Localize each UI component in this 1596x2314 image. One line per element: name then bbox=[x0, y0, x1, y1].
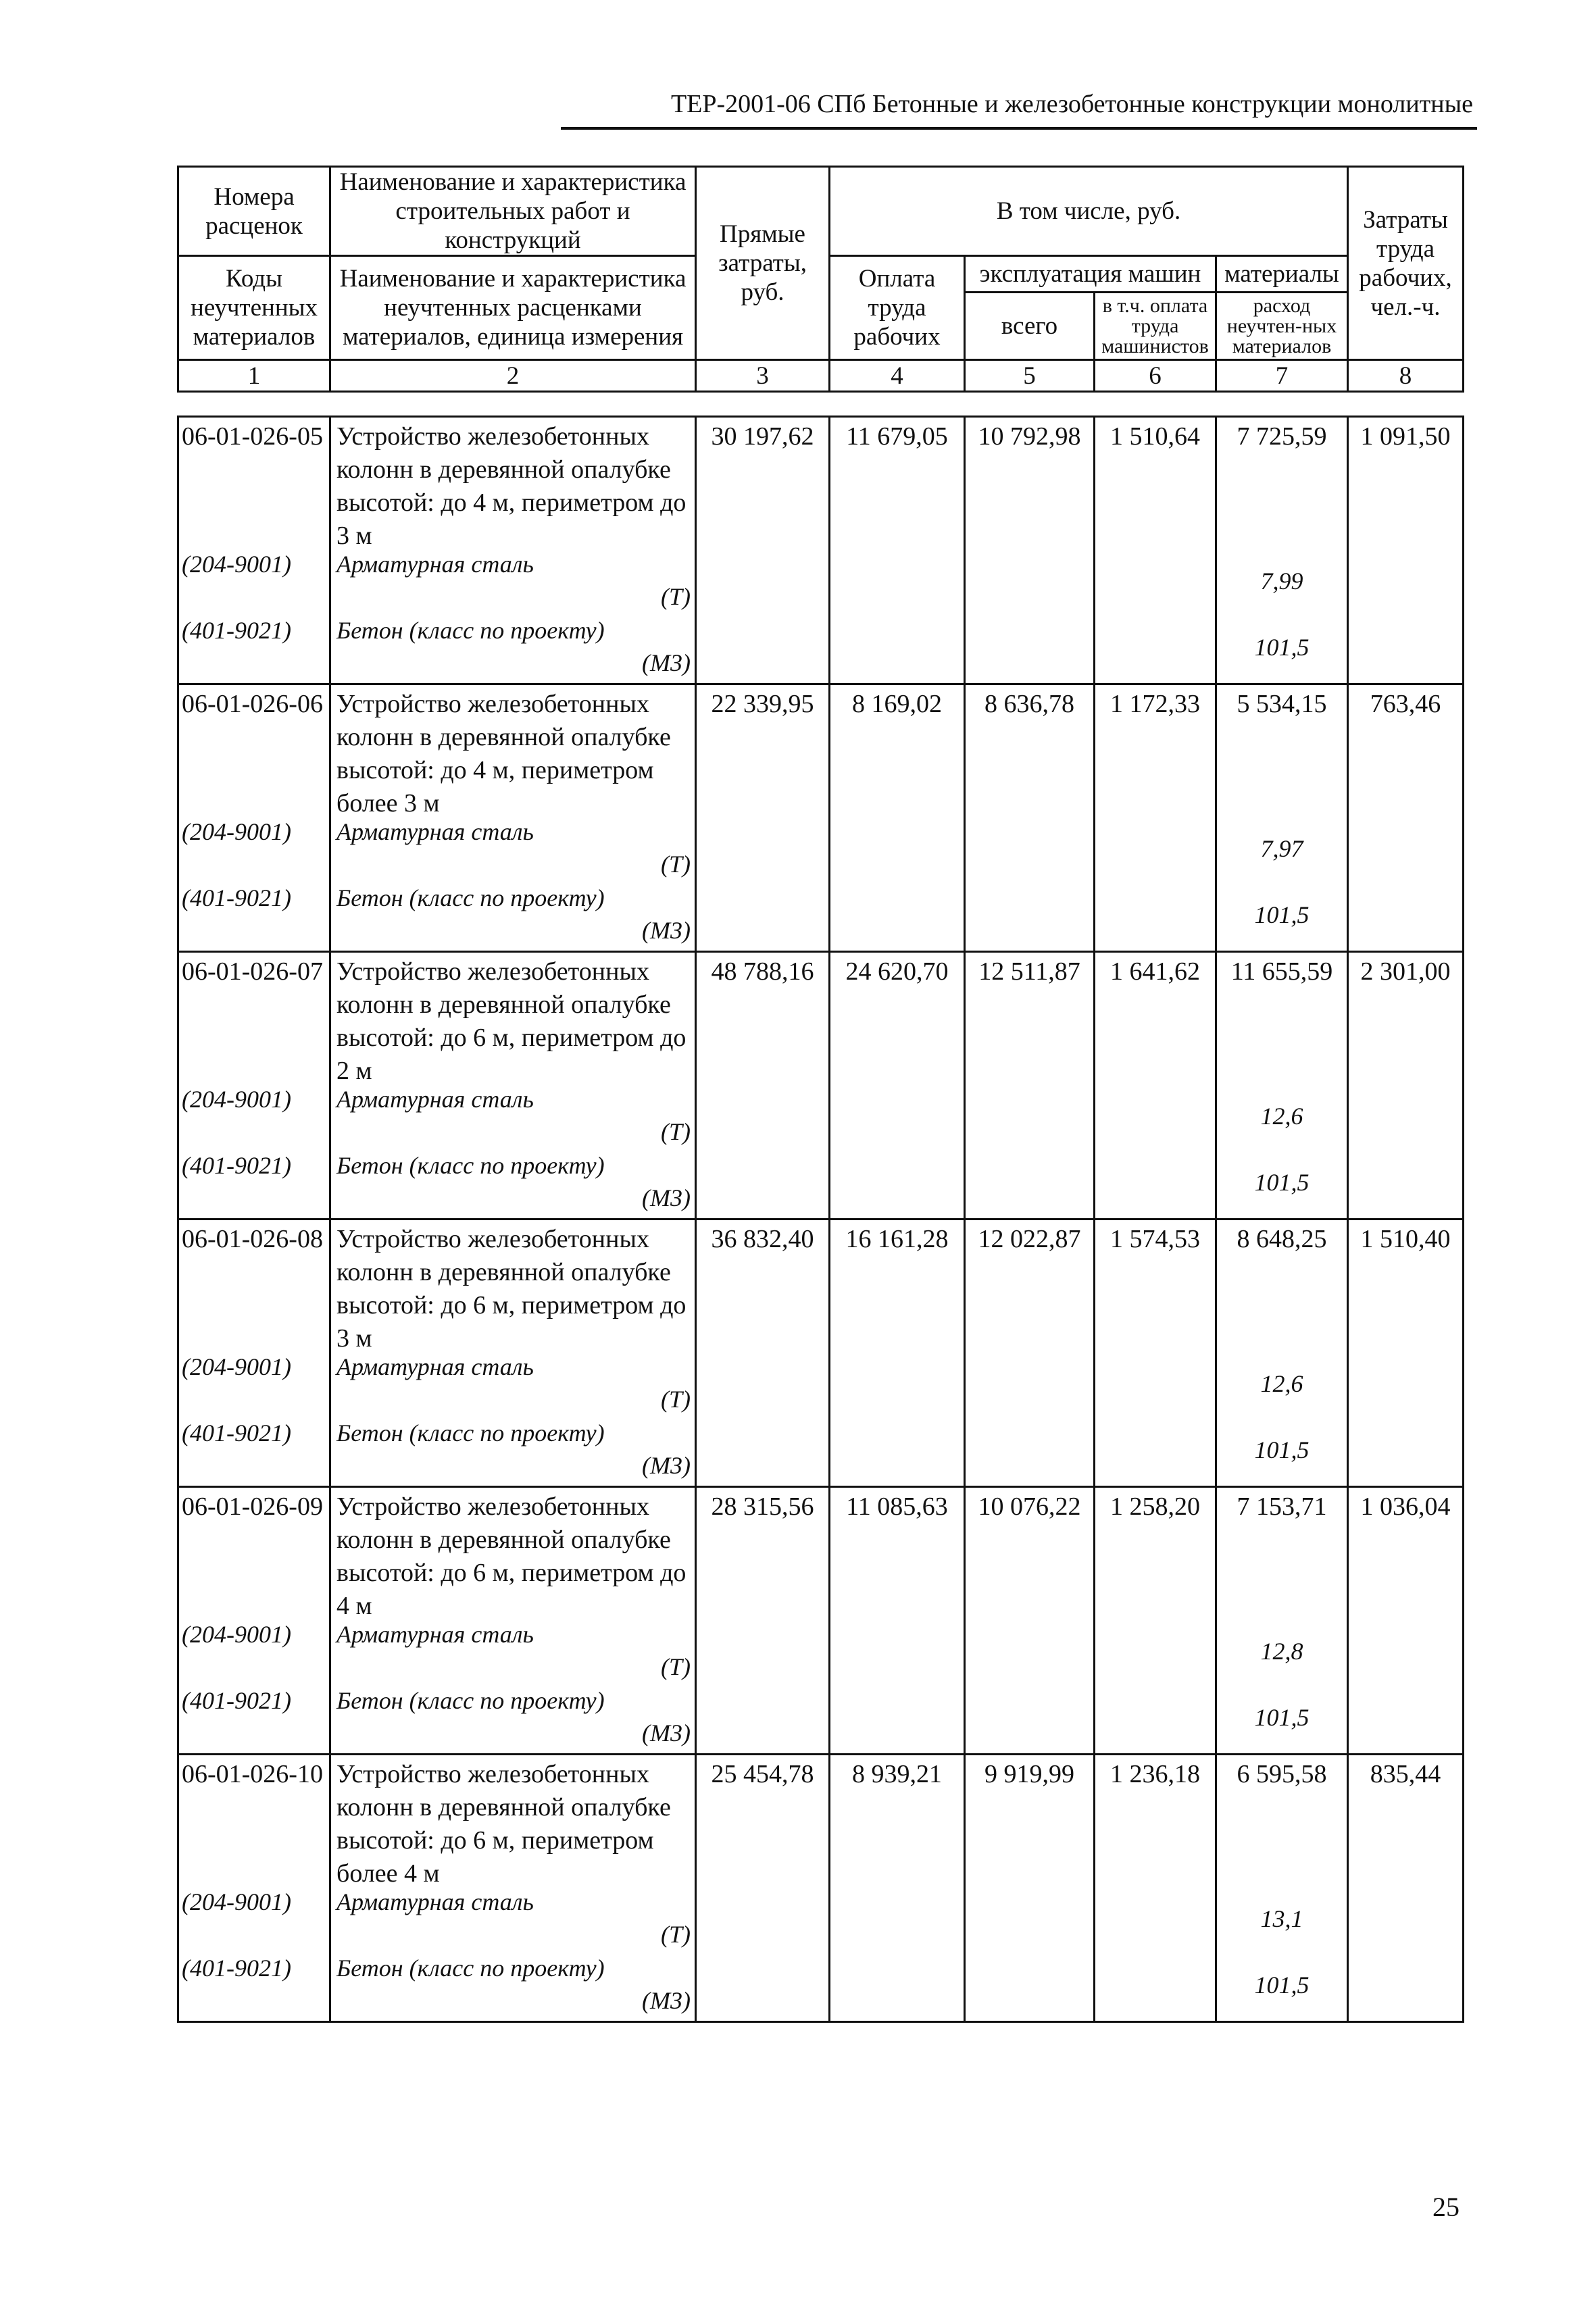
material-code: (204-9001) bbox=[182, 551, 291, 578]
direct-costs-value: 22 339,95 bbox=[696, 684, 830, 952]
rate-code: 06-01-026-08 bbox=[182, 1225, 323, 1253]
table-row bbox=[178, 1755, 1464, 2022]
material-name: Бетон (класс по проекту) bbox=[336, 1152, 605, 1179]
table-row bbox=[178, 417, 1464, 684]
work-description: Устройство железобетонных колонн в деревянной опалубке высотой: до 6 м, периметром до 3 м bbox=[336, 1225, 687, 1353]
header-work-name: Наименование и характеристика строительных работ и конструкций bbox=[330, 167, 696, 256]
table-row bbox=[178, 684, 1464, 952]
rate-code: 06-01-026-05 bbox=[182, 422, 323, 451]
labor-pay-value: 11 679,05 bbox=[830, 417, 965, 684]
machinist-pay-value: 1 510,64 bbox=[1095, 417, 1216, 684]
machines-total-value: 12 022,87 bbox=[965, 1219, 1095, 1487]
header-unaccounted-materials: расход неучтен-ных материалов bbox=[1216, 293, 1348, 360]
machines-total-value: 10 076,22 bbox=[965, 1487, 1095, 1755]
material-code: (401-9021) bbox=[182, 884, 291, 911]
column-number-1: 1 bbox=[178, 360, 330, 392]
labor-pay-value: 11 085,63 bbox=[830, 1487, 965, 1755]
work-description: Устройство железобетонных колонн в деревянной опалубке высотой: до 6 м, периметром более 4 м bbox=[336, 1760, 671, 1888]
material-name: Бетон (класс по проекту) bbox=[336, 1687, 605, 1714]
header-labor-hours: Затраты труда рабочих, чел.-ч. bbox=[1348, 167, 1464, 360]
header-machinist-pay: в т.ч. оплата труда машинистов bbox=[1095, 293, 1216, 360]
labor-pay-value: 16 161,28 bbox=[830, 1219, 965, 1487]
material-name: Бетон (класс по проекту) bbox=[336, 1419, 605, 1447]
labor-pay-value: 8 169,02 bbox=[830, 684, 965, 952]
work-description: Устройство железобетонных колонн в деревянной опалубке высотой: до 6 м, периметром до 4 м bbox=[336, 1492, 687, 1620]
labor-pay-value: 24 620,70 bbox=[830, 952, 965, 1219]
material-code: (401-9021) bbox=[182, 1419, 291, 1447]
labor-hours-value: 1 091,50 bbox=[1348, 417, 1464, 684]
materials-value: 5 534,15 bbox=[1237, 690, 1327, 718]
material-quantity: 101,5 bbox=[1254, 901, 1310, 928]
labor-hours-value: 835,44 bbox=[1348, 1755, 1464, 2022]
header-including-group: В том числе, руб. bbox=[830, 167, 1348, 256]
material-unit: (М3) bbox=[642, 1184, 691, 1211]
direct-costs-value: 25 454,78 bbox=[696, 1755, 830, 2022]
machines-total-value: 9 919,99 bbox=[965, 1755, 1095, 2022]
labor-hours-value: 763,46 bbox=[1348, 684, 1464, 952]
material-name: Арматурная сталь bbox=[336, 551, 534, 578]
header-material-codes: Коды неучтенных материалов bbox=[178, 256, 330, 360]
material-name: Арматурная сталь bbox=[336, 1621, 534, 1648]
machinist-pay-value: 1 172,33 bbox=[1095, 684, 1216, 952]
table-row bbox=[178, 1219, 1464, 1487]
materials-value: 7 153,71 bbox=[1237, 1492, 1327, 1521]
material-code: (401-9021) bbox=[182, 1687, 291, 1714]
material-code: (204-9001) bbox=[182, 1888, 291, 1915]
material-quantity: 12,6 bbox=[1260, 1103, 1303, 1130]
material-name: Арматурная сталь bbox=[336, 1353, 534, 1380]
rate-code: 06-01-026-09 bbox=[182, 1492, 323, 1521]
materials-value: 8 648,25 bbox=[1237, 1225, 1327, 1253]
machines-total-value: 10 792,98 bbox=[965, 417, 1095, 684]
material-quantity: 101,5 bbox=[1254, 1704, 1310, 1731]
material-name: Арматурная сталь bbox=[336, 1888, 534, 1915]
machines-total-value: 12 511,87 bbox=[965, 952, 1095, 1219]
material-quantity: 101,5 bbox=[1254, 1971, 1310, 1998]
header-rate-numbers: Номера расценок bbox=[178, 167, 330, 256]
material-unit: (М3) bbox=[642, 1452, 691, 1479]
material-quantity: 101,5 bbox=[1254, 1436, 1310, 1463]
material-code: (204-9001) bbox=[182, 818, 291, 845]
header-rule bbox=[561, 127, 1477, 130]
header-machines-total: всего bbox=[965, 293, 1095, 360]
material-unit: (Т) bbox=[661, 851, 691, 878]
table-row bbox=[178, 952, 1464, 1219]
labor-hours-value: 1 510,40 bbox=[1348, 1219, 1464, 1487]
direct-costs-value: 36 832,40 bbox=[696, 1219, 830, 1487]
column-number-7: 7 bbox=[1216, 360, 1348, 392]
material-quantity: 12,8 bbox=[1260, 1638, 1303, 1665]
material-unit: (М3) bbox=[642, 1719, 691, 1746]
material-unit: (Т) bbox=[661, 1386, 691, 1413]
table-header bbox=[177, 166, 1464, 393]
material-unit: (Т) bbox=[661, 1653, 691, 1680]
material-quantity: 13,1 bbox=[1260, 1905, 1303, 1932]
rate-code: 06-01-026-07 bbox=[182, 957, 323, 986]
material-code: (401-9021) bbox=[182, 617, 291, 644]
material-code: (204-9001) bbox=[182, 1086, 291, 1113]
column-number-6: 6 bbox=[1095, 360, 1216, 392]
labor-hours-value: 1 036,04 bbox=[1348, 1487, 1464, 1755]
machines-total-value: 8 636,78 bbox=[965, 684, 1095, 952]
material-quantity: 7,99 bbox=[1260, 568, 1303, 595]
header-machines-group: эксплуатация машин bbox=[965, 256, 1216, 293]
machinist-pay-value: 1 236,18 bbox=[1095, 1755, 1216, 2022]
material-quantity: 12,6 bbox=[1260, 1370, 1303, 1397]
rate-code: 06-01-026-10 bbox=[182, 1760, 323, 1788]
material-code: (401-9021) bbox=[182, 1152, 291, 1179]
material-name: Бетон (класс по проекту) bbox=[336, 617, 605, 644]
direct-costs-value: 28 315,56 bbox=[696, 1487, 830, 1755]
direct-costs-value: 30 197,62 bbox=[696, 417, 830, 684]
material-unit: (М3) bbox=[642, 1987, 691, 2014]
page-header-title: ТЕР-2001-06 СПб Бетонные и железобетонные конструкции монолитные bbox=[670, 90, 1473, 118]
machinist-pay-value: 1 641,62 bbox=[1095, 952, 1216, 1219]
material-unit: (Т) bbox=[661, 1118, 691, 1145]
column-number-5: 5 bbox=[965, 360, 1095, 392]
rates-table bbox=[177, 416, 1464, 2023]
material-name: Арматурная сталь bbox=[336, 818, 534, 845]
header-labor-pay: Оплата труда рабочих bbox=[830, 256, 965, 360]
material-code: (401-9021) bbox=[182, 1955, 291, 1982]
header-materials-group: материалы bbox=[1216, 256, 1348, 293]
material-unit: (М3) bbox=[642, 917, 691, 944]
column-number-2: 2 bbox=[330, 360, 696, 392]
column-number-4: 4 bbox=[830, 360, 965, 392]
material-code: (204-9001) bbox=[182, 1621, 291, 1648]
direct-costs-value: 48 788,16 bbox=[696, 952, 830, 1219]
materials-value: 11 655,59 bbox=[1230, 957, 1333, 986]
machinist-pay-value: 1 574,53 bbox=[1095, 1219, 1216, 1487]
machinist-pay-value: 1 258,20 bbox=[1095, 1487, 1216, 1755]
work-description: Устройство железобетонных колонн в деревянной опалубке высотой: до 4 м, периметром более 3 м bbox=[336, 690, 671, 818]
work-description: Устройство железобетонных колонн в деревянной опалубке высотой: до 6 м, периметром до 2 м bbox=[336, 957, 687, 1085]
material-quantity: 101,5 bbox=[1254, 634, 1310, 661]
column-number-3: 3 bbox=[696, 360, 830, 392]
material-name: Бетон (класс по проекту) bbox=[336, 884, 605, 911]
column-number-8: 8 bbox=[1348, 360, 1464, 392]
page-number: 25 bbox=[1432, 2192, 1460, 2222]
material-name: Арматурная сталь bbox=[336, 1086, 534, 1113]
material-unit: (Т) bbox=[661, 583, 691, 610]
material-unit: (М3) bbox=[642, 649, 691, 676]
material-quantity: 101,5 bbox=[1254, 1169, 1310, 1196]
header-material-names: Наименование и характеристика неучтенных расценками материалов, единица измерения bbox=[330, 256, 696, 360]
rate-code: 06-01-026-06 bbox=[182, 690, 323, 718]
table-row bbox=[178, 1487, 1464, 1755]
header-direct-costs: Прямые затраты, руб. bbox=[696, 167, 830, 360]
material-unit: (Т) bbox=[661, 1921, 691, 1948]
work-description: Устройство железобетонных колонн в деревянной опалубке высотой: до 4 м, периметром до 3 м bbox=[336, 422, 687, 550]
material-code: (204-9001) bbox=[182, 1353, 291, 1380]
materials-value: 7 725,59 bbox=[1237, 422, 1327, 451]
material-name: Бетон (класс по проекту) bbox=[336, 1955, 605, 1982]
labor-hours-value: 2 301,00 bbox=[1348, 952, 1464, 1219]
labor-pay-value: 8 939,21 bbox=[830, 1755, 965, 2022]
material-quantity: 7,97 bbox=[1260, 835, 1303, 862]
materials-value: 6 595,58 bbox=[1237, 1760, 1327, 1788]
